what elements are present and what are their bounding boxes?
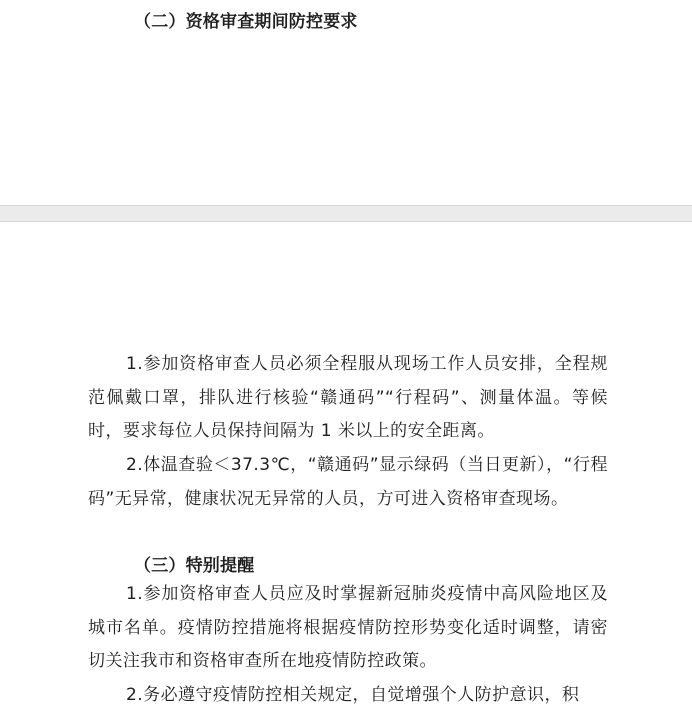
paragraph-queue-rules: 1.参加资格审查人员必须全程服从现场工作人员安排，全程规范佩戴口罩，排队进行核验“赣通码”“行程码”、测量体温。等候时，要求每位人员保持间隔为 1 米以上的安全距离。 bbox=[88, 354, 608, 441]
section-heading-3: （三）特别提醒 bbox=[134, 556, 255, 576]
section-heading-2: （二）资格审查期间防控要求 bbox=[134, 12, 358, 32]
document-page-top bbox=[0, 0, 692, 205]
page-separator bbox=[0, 205, 692, 222]
paragraph-temperature-check: 2.体温查验＜37.3℃，“赣通码”显示绿码（当日更新），“行程码”无异常，健康状况无异常的人员，方可进入资格审查现场。 bbox=[88, 455, 608, 509]
document-page-bottom bbox=[0, 222, 692, 712]
paragraph-compliance: 2.务必遵守疫情防控相关规定，自觉增强个人防护意识，积 bbox=[126, 685, 580, 705]
paragraph-risk-areas: 1.参加资格审查人员应及时掌握新冠肺炎疫情中高风险地区及城市名单。疫情防控措施将根据疫情防控形势变化适时调整，请密切关注我市和资格审查所在地疫情防控政策。 bbox=[88, 584, 608, 671]
